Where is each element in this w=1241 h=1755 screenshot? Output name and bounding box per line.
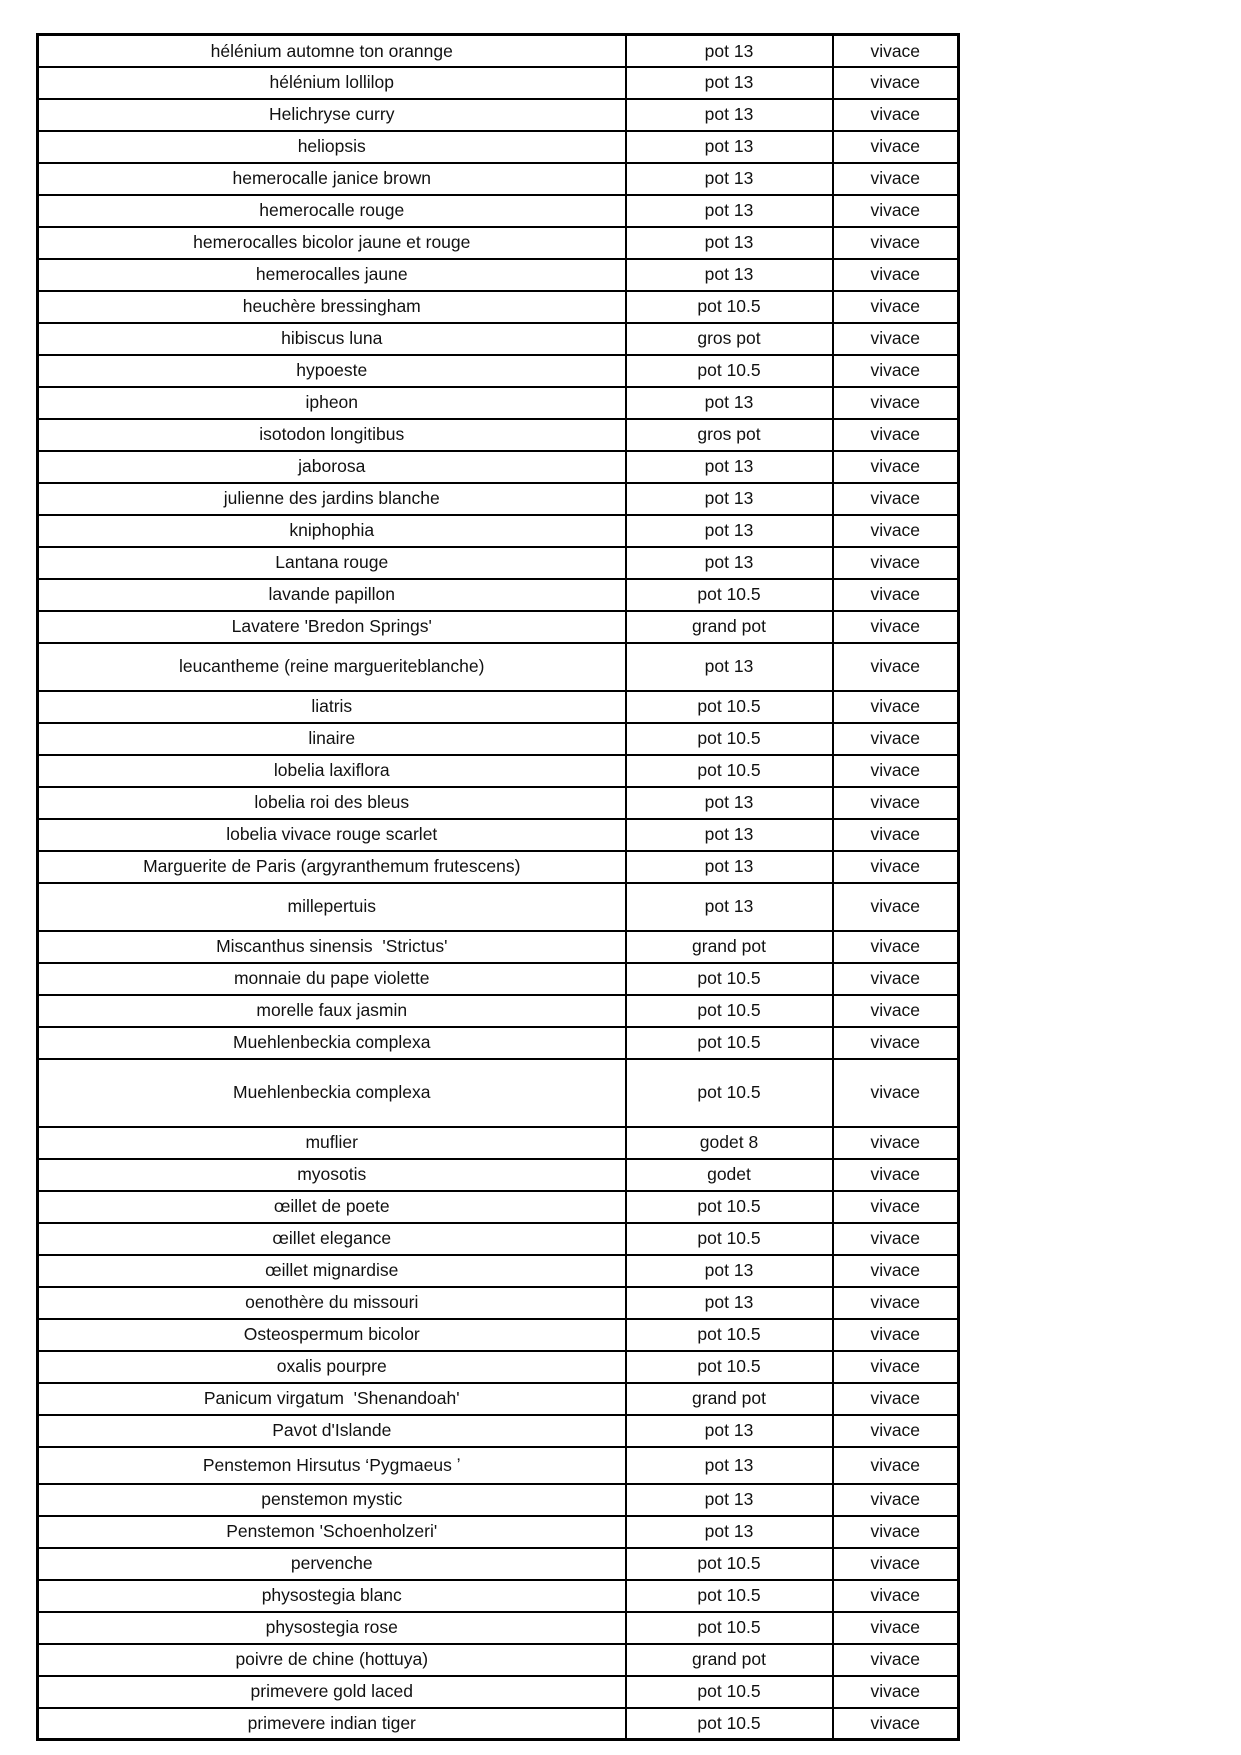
plant-name-cell: Panicum virgatum 'Shenandoah': [38, 1383, 626, 1415]
plant-name-cell: lavande papillon: [38, 579, 626, 611]
pot-size-cell: pot 10.5: [626, 755, 833, 787]
type-cell: vivace: [833, 755, 959, 787]
type-cell: vivace: [833, 163, 959, 195]
pot-size-cell: pot 10.5: [626, 1708, 833, 1740]
plant-name-cell: penstemon mystic: [38, 1484, 626, 1516]
pot-size-cell: pot 13: [626, 1484, 833, 1516]
plant-name-cell: hélénium lollilop: [38, 67, 626, 99]
type-cell: vivace: [833, 1319, 959, 1351]
table-row: [38, 1708, 959, 1740]
plant-name-cell: kniphophia: [38, 515, 626, 547]
pot-size-cell: pot 13: [626, 643, 833, 691]
table-row: [38, 931, 959, 963]
table-row: [38, 1287, 959, 1319]
pot-size-cell: pot 10.5: [626, 1223, 833, 1255]
pot-size-cell: pot 10.5: [626, 995, 833, 1027]
pot-size-cell: pot 13: [626, 259, 833, 291]
plant-name-cell: muflier: [38, 1127, 626, 1159]
pot-size-cell: pot 13: [626, 195, 833, 227]
table-row: [38, 1612, 959, 1644]
pot-size-cell: pot 10.5: [626, 1027, 833, 1059]
plant-name-cell: hemerocalle rouge: [38, 195, 626, 227]
plant-name-cell: hemerocalle janice brown: [38, 163, 626, 195]
pot-size-cell: grand pot: [626, 931, 833, 963]
plant-name-cell: Osteospermum bicolor: [38, 1319, 626, 1351]
pot-size-cell: pot 10.5: [626, 963, 833, 995]
table-row: [38, 691, 959, 723]
table-row: [38, 259, 959, 291]
plant-name-cell: Lantana rouge: [38, 547, 626, 579]
plant-name-cell: jaborosa: [38, 451, 626, 483]
plant-name-cell: primevere indian tiger: [38, 1708, 626, 1740]
plant-name-cell: hélénium automne ton orannge: [38, 35, 626, 67]
type-cell: vivace: [833, 451, 959, 483]
table-row: [38, 579, 959, 611]
plant-name-cell: millepertuis: [38, 883, 626, 931]
pot-size-cell: pot 13: [626, 67, 833, 99]
plant-name-cell: Muehlenbeckia complexa: [38, 1027, 626, 1059]
pot-size-cell: grand pot: [626, 1644, 833, 1676]
table-row: [38, 483, 959, 515]
pot-size-cell: gros pot: [626, 323, 833, 355]
plant-name-cell: hibiscus luna: [38, 323, 626, 355]
plant-name-cell: heliopsis: [38, 131, 626, 163]
pot-size-cell: grand pot: [626, 611, 833, 643]
plant-name-cell: poivre de chine (hottuya): [38, 1644, 626, 1676]
type-cell: vivace: [833, 35, 959, 67]
type-cell: vivace: [833, 579, 959, 611]
pot-size-cell: pot 10.5: [626, 691, 833, 723]
table-row: [38, 387, 959, 419]
table-row: [38, 35, 959, 67]
type-cell: vivace: [833, 611, 959, 643]
type-cell: vivace: [833, 259, 959, 291]
table-row: [38, 323, 959, 355]
table-row: [38, 883, 959, 931]
plant-name-cell: leucantheme (reine margueriteblanche): [38, 643, 626, 691]
pot-size-cell: grand pot: [626, 1383, 833, 1415]
type-cell: vivace: [833, 1676, 959, 1708]
table-row: [38, 1516, 959, 1548]
pot-size-cell: pot 13: [626, 35, 833, 67]
plant-name-cell: oxalis pourpre: [38, 1351, 626, 1383]
table-row: [38, 723, 959, 755]
plant-name-cell: œillet elegance: [38, 1223, 626, 1255]
plant-name-cell: ipheon: [38, 387, 626, 419]
plant-name-cell: hemerocalles jaune: [38, 259, 626, 291]
plant-name-cell: liatris: [38, 691, 626, 723]
type-cell: vivace: [833, 483, 959, 515]
type-cell: vivace: [833, 1059, 959, 1127]
pot-size-cell: pot 10.5: [626, 1676, 833, 1708]
table-row: [38, 851, 959, 883]
pot-size-cell: pot 10.5: [626, 1580, 833, 1612]
table-row: [38, 195, 959, 227]
plant-name-cell: œillet de poete: [38, 1191, 626, 1223]
type-cell: vivace: [833, 1191, 959, 1223]
table-row: [38, 1580, 959, 1612]
type-cell: vivace: [833, 1484, 959, 1516]
type-cell: vivace: [833, 883, 959, 931]
pot-size-cell: gros pot: [626, 419, 833, 451]
table-row: [38, 1644, 959, 1676]
type-cell: vivace: [833, 931, 959, 963]
type-cell: vivace: [833, 355, 959, 387]
pot-size-cell: pot 13: [626, 163, 833, 195]
table-row: [38, 1255, 959, 1287]
pot-size-cell: pot 10.5: [626, 1612, 833, 1644]
type-cell: vivace: [833, 547, 959, 579]
table-row: [38, 1415, 959, 1447]
pot-size-cell: pot 13: [626, 515, 833, 547]
table-row: [38, 419, 959, 451]
plant-name-cell: Miscanthus sinensis 'Strictus': [38, 931, 626, 963]
plant-name-cell: lobelia roi des bleus: [38, 787, 626, 819]
type-cell: vivace: [833, 691, 959, 723]
type-cell: vivace: [833, 1223, 959, 1255]
type-cell: vivace: [833, 99, 959, 131]
table-row: [38, 963, 959, 995]
table-row: [38, 1351, 959, 1383]
plant-name-cell: heuchère bressingham: [38, 291, 626, 323]
pot-size-cell: godet 8: [626, 1127, 833, 1159]
plant-name-cell: physostegia blanc: [38, 1580, 626, 1612]
type-cell: vivace: [833, 1159, 959, 1191]
pot-size-cell: pot 13: [626, 883, 833, 931]
plant-name-cell: Helichryse curry: [38, 99, 626, 131]
plant-name-cell: Lavatere 'Bredon Springs': [38, 611, 626, 643]
pot-size-cell: pot 13: [626, 99, 833, 131]
pot-size-cell: pot 10.5: [626, 1319, 833, 1351]
type-cell: vivace: [833, 291, 959, 323]
type-cell: vivace: [833, 1644, 959, 1676]
table-row: [38, 1319, 959, 1351]
type-cell: vivace: [833, 387, 959, 419]
pot-size-cell: pot 13: [626, 787, 833, 819]
type-cell: vivace: [833, 1255, 959, 1287]
plant-name-cell: Penstemon 'Schoenholzeri': [38, 1516, 626, 1548]
table-row: [38, 1191, 959, 1223]
plant-table: [36, 33, 960, 1741]
plant-name-cell: monnaie du pape violette: [38, 963, 626, 995]
type-cell: vivace: [833, 195, 959, 227]
pot-size-cell: pot 13: [626, 483, 833, 515]
table-row: [38, 1059, 959, 1127]
type-cell: vivace: [833, 1027, 959, 1059]
type-cell: vivace: [833, 819, 959, 851]
table-row: [38, 643, 959, 691]
table-row: [38, 355, 959, 387]
type-cell: vivace: [833, 643, 959, 691]
table-row: [38, 227, 959, 259]
pot-size-cell: pot 10.5: [626, 579, 833, 611]
table-row: [38, 67, 959, 99]
pot-size-cell: pot 13: [626, 1287, 833, 1319]
table-row: [38, 99, 959, 131]
type-cell: vivace: [833, 1383, 959, 1415]
table-row: [38, 1447, 959, 1484]
table-row: [38, 611, 959, 643]
table-row: [38, 819, 959, 851]
type-cell: vivace: [833, 995, 959, 1027]
type-cell: vivace: [833, 323, 959, 355]
pot-size-cell: pot 10.5: [626, 1351, 833, 1383]
pot-size-cell: pot 13: [626, 131, 833, 163]
plant-name-cell: myosotis: [38, 1159, 626, 1191]
type-cell: vivace: [833, 1447, 959, 1484]
type-cell: vivace: [833, 851, 959, 883]
type-cell: vivace: [833, 1612, 959, 1644]
table-row: [38, 1223, 959, 1255]
type-cell: vivace: [833, 1580, 959, 1612]
plant-name-cell: Muehlenbeckia complexa: [38, 1059, 626, 1127]
type-cell: vivace: [833, 1708, 959, 1740]
pot-size-cell: pot 13: [626, 1516, 833, 1548]
table-row: [38, 1548, 959, 1580]
plant-name-cell: julienne des jardins blanche: [38, 483, 626, 515]
plant-name-cell: physostegia rose: [38, 1612, 626, 1644]
type-cell: vivace: [833, 131, 959, 163]
table-row: [38, 755, 959, 787]
table-row: [38, 515, 959, 547]
type-cell: vivace: [833, 419, 959, 451]
pot-size-cell: pot 10.5: [626, 1548, 833, 1580]
table-row: [38, 1127, 959, 1159]
plant-name-cell: Marguerite de Paris (argyranthemum frutescens): [38, 851, 626, 883]
plant-name-cell: linaire: [38, 723, 626, 755]
plant-name-cell: hemerocalles bicolor jaune et rouge: [38, 227, 626, 259]
plant-name-cell: primevere gold laced: [38, 1676, 626, 1708]
table-row: [38, 1159, 959, 1191]
pot-size-cell: pot 10.5: [626, 1059, 833, 1127]
plant-name-cell: morelle faux jasmin: [38, 995, 626, 1027]
plant-name-cell: oenothère du missouri: [38, 1287, 626, 1319]
type-cell: vivace: [833, 723, 959, 755]
table-row: [38, 1484, 959, 1516]
type-cell: vivace: [833, 1127, 959, 1159]
table-row: [38, 547, 959, 579]
pot-size-cell: pot 13: [626, 451, 833, 483]
type-cell: vivace: [833, 515, 959, 547]
pot-size-cell: pot 13: [626, 227, 833, 259]
type-cell: vivace: [833, 1287, 959, 1319]
pot-size-cell: pot 10.5: [626, 1191, 833, 1223]
pot-size-cell: godet: [626, 1159, 833, 1191]
type-cell: vivace: [833, 1516, 959, 1548]
plant-name-cell: œillet mignardise: [38, 1255, 626, 1287]
type-cell: vivace: [833, 1548, 959, 1580]
pot-size-cell: pot 13: [626, 1255, 833, 1287]
pot-size-cell: pot 13: [626, 819, 833, 851]
pot-size-cell: pot 13: [626, 851, 833, 883]
plant-name-cell: Pavot d'Islande: [38, 1415, 626, 1447]
pot-size-cell: pot 10.5: [626, 291, 833, 323]
type-cell: vivace: [833, 227, 959, 259]
plant-name-cell: isotodon longitibus: [38, 419, 626, 451]
plant-name-cell: Penstemon Hirsutus ‘Pygmaeus ʼ: [38, 1447, 626, 1484]
pot-size-cell: pot 10.5: [626, 355, 833, 387]
type-cell: vivace: [833, 1351, 959, 1383]
pot-size-cell: pot 13: [626, 547, 833, 579]
table-row: [38, 163, 959, 195]
table-row: [38, 995, 959, 1027]
pot-size-cell: pot 13: [626, 387, 833, 419]
table-row: [38, 451, 959, 483]
table-row: [38, 291, 959, 323]
table-row: [38, 1027, 959, 1059]
pot-size-cell: pot 10.5: [626, 723, 833, 755]
plant-name-cell: lobelia laxiflora: [38, 755, 626, 787]
pot-size-cell: pot 13: [626, 1415, 833, 1447]
table-row: [38, 1383, 959, 1415]
type-cell: vivace: [833, 67, 959, 99]
type-cell: vivace: [833, 963, 959, 995]
table-row: [38, 131, 959, 163]
plant-name-cell: lobelia vivace rouge scarlet: [38, 819, 626, 851]
type-cell: vivace: [833, 787, 959, 819]
type-cell: vivace: [833, 1415, 959, 1447]
table-row: [38, 787, 959, 819]
table-row: [38, 1676, 959, 1708]
plant-table-body: [38, 35, 959, 1740]
plant-name-cell: pervenche: [38, 1548, 626, 1580]
pot-size-cell: pot 13: [626, 1447, 833, 1484]
plant-name-cell: hypoeste: [38, 355, 626, 387]
